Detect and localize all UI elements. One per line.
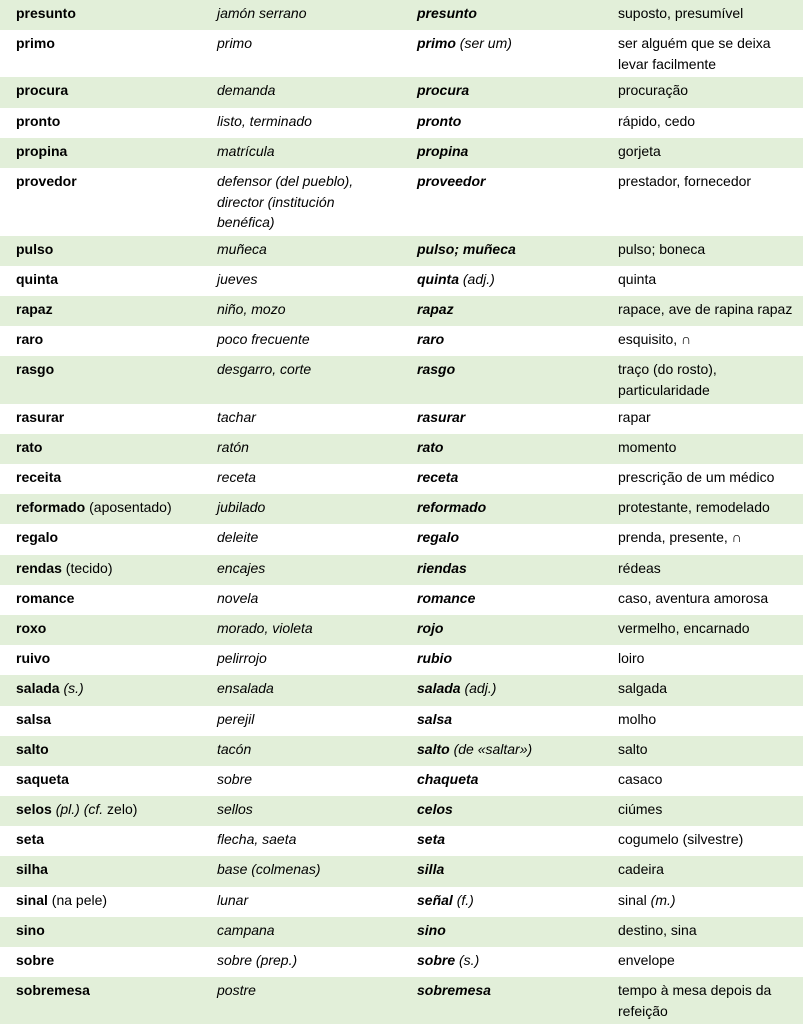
spanish-word: rojo: [417, 619, 444, 636]
spanish-word-cell: [401, 645, 602, 675]
spanish-word: celos: [417, 801, 453, 818]
spanish-meaning-cell: [201, 736, 401, 766]
table-row: [0, 138, 803, 168]
portuguese-word-cell: [0, 434, 201, 464]
table-row: [0, 675, 803, 705]
spanish-word-cell: [401, 138, 602, 168]
table-row: [0, 977, 803, 1024]
table-row: [0, 266, 803, 296]
portuguese-meaning: destino, sina: [618, 921, 697, 938]
portuguese-word-cell: [0, 30, 201, 77]
portuguese-meaning: tempo à mesa depois da refeição: [618, 982, 772, 1019]
spanish-meaning-cell: [201, 947, 401, 977]
portuguese-word-note: zelo): [103, 801, 138, 818]
spanish-word: rasgo: [417, 361, 456, 378]
portuguese-word-cell: [0, 0, 201, 30]
portuguese-meaning-cell: [602, 706, 803, 736]
spanish-meaning: ensalada: [217, 680, 274, 697]
portuguese-word: provedor: [16, 172, 77, 189]
table-row: [0, 947, 803, 977]
portuguese-meaning-cell: [602, 796, 803, 826]
portuguese-meaning-cell: [602, 30, 803, 77]
portuguese-meaning: rapar: [618, 408, 651, 425]
spanish-meaning: encajes: [217, 559, 266, 576]
portuguese-meaning: traço (do rosto), particularidade: [618, 361, 717, 399]
spanish-word-note: (s.): [455, 952, 480, 969]
spanish-meaning: matrícula: [217, 142, 275, 159]
spanish-word-cell: [401, 108, 602, 138]
portuguese-word-cell: [0, 524, 201, 554]
spanish-meaning: base (colmenas): [217, 861, 321, 878]
portuguese-word-cell: [0, 675, 201, 705]
spanish-word: seta: [417, 831, 446, 848]
portuguese-word-note: (na pele): [47, 891, 108, 908]
portuguese-meaning-cell: [602, 766, 803, 796]
portuguese-word-note: (s.): [59, 680, 84, 697]
portuguese-word: selos: [16, 801, 52, 818]
portuguese-meaning-cell: [602, 266, 803, 296]
portuguese-word-note: (pl.) (cf.: [51, 801, 104, 818]
portuguese-word-cell: [0, 464, 201, 494]
spanish-word: rubio: [417, 650, 452, 667]
portuguese-meaning-cell: [602, 236, 803, 266]
portuguese-word: rasgo: [16, 361, 55, 378]
spanish-meaning-cell: [201, 796, 401, 826]
spanish-word-cell: [401, 464, 602, 494]
spanish-word-cell: [401, 856, 602, 886]
spanish-word: pulso; muñeca: [417, 240, 516, 257]
portuguese-word: regalo: [16, 529, 59, 546]
spanish-meaning-cell: [201, 585, 401, 615]
spanish-word: sino: [417, 921, 446, 938]
portuguese-word: raro: [16, 331, 44, 348]
spanish-meaning: sobre (prep.): [217, 952, 298, 969]
spanish-word-cell: [401, 77, 602, 107]
portuguese-word-cell: [0, 108, 201, 138]
spanish-meaning-cell: [201, 326, 401, 356]
spanish-meaning: demanda: [217, 82, 276, 99]
portuguese-word: sobremesa: [16, 982, 90, 999]
portuguese-word: roxo: [16, 619, 47, 636]
spanish-meaning-cell: [201, 826, 401, 856]
spanish-meaning: defensor (del pueblo), director (institución benéfica): [217, 172, 354, 231]
spanish-meaning: desgarro, corte: [217, 361, 312, 378]
table-row: [0, 887, 803, 917]
portuguese-word-cell: [0, 77, 201, 107]
spanish-word: salto: [417, 740, 450, 757]
spanish-meaning-cell: [201, 77, 401, 107]
spanish-meaning: sobre: [217, 770, 253, 787]
spanish-word: rato: [417, 438, 444, 455]
portuguese-meaning: suposto, presumível: [618, 5, 744, 21]
portuguese-meaning-cell: [602, 675, 803, 705]
spanish-meaning-cell: [201, 856, 401, 886]
portuguese-word: salada: [16, 680, 60, 697]
portuguese-word: presunto: [16, 5, 76, 21]
portuguese-word: sino: [16, 921, 45, 938]
spanish-word: riendas: [417, 559, 467, 576]
portuguese-word: sobre: [16, 952, 55, 969]
spanish-word-note: (ser um): [455, 35, 512, 52]
spanish-meaning-cell: [201, 675, 401, 705]
spanish-meaning: tachar: [217, 408, 256, 425]
portuguese-word-cell: [0, 404, 201, 434]
spanish-word-cell: [401, 296, 602, 326]
table-row: [0, 856, 803, 886]
spanish-meaning-cell: [201, 917, 401, 947]
spanish-word: receta: [417, 469, 459, 486]
portuguese-word-cell: [0, 947, 201, 977]
portuguese-word-cell: [0, 326, 201, 356]
portuguese-word: rasurar: [16, 408, 65, 425]
portuguese-meaning: salto: [618, 740, 648, 757]
table-row: [0, 615, 803, 645]
spanish-word-cell: [401, 947, 602, 977]
portuguese-meaning-cell: [602, 494, 803, 524]
portuguese-meaning-cell: [602, 887, 803, 917]
portuguese-meaning: vermelho, encarnado: [618, 619, 750, 636]
portuguese-meaning-cell: [602, 947, 803, 977]
spanish-word: presunto: [417, 5, 477, 21]
spanish-word-cell: [401, 356, 602, 403]
spanish-word: pronto: [417, 112, 462, 129]
portuguese-word-cell: [0, 796, 201, 826]
portuguese-meaning: prestador, fornecedor: [618, 172, 752, 189]
portuguese-word: rendas: [16, 559, 62, 576]
portuguese-meaning: momento: [618, 438, 677, 455]
portuguese-meaning: protestante, remodelado: [618, 499, 770, 516]
portuguese-meaning: gorjeta: [618, 142, 661, 159]
table-row: [0, 706, 803, 736]
spanish-meaning: flecha, saeta: [217, 831, 297, 848]
portuguese-meaning-cell: [602, 977, 803, 1024]
spanish-meaning-cell: [201, 615, 401, 645]
spanish-meaning: receta: [217, 469, 256, 486]
spanish-word: reformado: [417, 499, 487, 516]
portuguese-word-cell: [0, 856, 201, 886]
table-row: [0, 555, 803, 585]
spanish-meaning: poco frecuente: [217, 331, 310, 348]
portuguese-meaning-cell: [602, 404, 803, 434]
table-row: [0, 404, 803, 434]
spanish-meaning-cell: [201, 494, 401, 524]
spanish-word: romance: [417, 589, 476, 606]
portuguese-word-cell: [0, 826, 201, 856]
spanish-word-cell: [401, 917, 602, 947]
table-row: [0, 585, 803, 615]
portuguese-meaning: pulso; boneca: [618, 240, 706, 257]
portuguese-word: saqueta: [16, 770, 69, 787]
portuguese-meaning-cell: [602, 168, 803, 236]
portuguese-word-cell: [0, 555, 201, 585]
portuguese-meaning: cogumelo (silvestre): [618, 831, 744, 848]
portuguese-meaning: molho: [618, 710, 657, 727]
spanish-word: raro: [417, 331, 445, 348]
table-row: [0, 168, 803, 236]
portuguese-word: pronto: [16, 112, 61, 129]
portuguese-word: propina: [16, 142, 68, 159]
spanish-meaning: ratón: [217, 438, 249, 455]
portuguese-word: rapaz: [16, 301, 53, 318]
portuguese-meaning: sinal: [618, 891, 647, 908]
spanish-word: rapaz: [417, 301, 454, 318]
spanish-word-cell: [401, 675, 602, 705]
table-row: [0, 356, 803, 403]
spanish-word-note: (adj.): [460, 680, 497, 697]
spanish-word: silla: [417, 861, 445, 878]
portuguese-word: ruivo: [16, 650, 51, 667]
portuguese-word: rato: [16, 438, 43, 455]
portuguese-word-cell: [0, 766, 201, 796]
portuguese-meaning-cell: [602, 77, 803, 107]
portuguese-meaning-cell: [602, 138, 803, 168]
spanish-word-cell: [401, 326, 602, 356]
portuguese-word-cell: [0, 977, 201, 1024]
spanish-meaning-cell: [201, 464, 401, 494]
spanish-word: salsa: [417, 710, 453, 727]
portuguese-word: receita: [16, 469, 62, 486]
portuguese-meaning: casaco: [618, 770, 663, 787]
spanish-word-cell: [401, 168, 602, 236]
portuguese-word-cell: [0, 585, 201, 615]
spanish-meaning-cell: [201, 706, 401, 736]
spanish-meaning-cell: [201, 266, 401, 296]
portuguese-meaning: rapace, ave de rapina rapaz: [618, 301, 793, 318]
spanish-meaning: lunar: [217, 891, 249, 908]
portuguese-word-cell: [0, 236, 201, 266]
portuguese-meaning: envelope: [618, 952, 675, 969]
portuguese-meaning: prescrição de um médico: [618, 469, 775, 486]
spanish-word-cell: [401, 766, 602, 796]
portuguese-meaning-cell: [602, 585, 803, 615]
portuguese-meaning-cell: [602, 524, 803, 554]
spanish-word: señal: [417, 891, 453, 908]
portuguese-word-cell: [0, 356, 201, 403]
spanish-meaning: perejil: [217, 710, 255, 727]
portuguese-meaning: procuração: [618, 82, 689, 99]
portuguese-word-cell: [0, 917, 201, 947]
portuguese-word-cell: [0, 266, 201, 296]
spanish-word-cell: [401, 524, 602, 554]
portuguese-word-cell: [0, 887, 201, 917]
spanish-meaning: postre: [217, 982, 256, 999]
portuguese-word: quinta: [16, 270, 58, 287]
spanish-meaning-cell: [201, 645, 401, 675]
portuguese-meaning-note: (m.): [646, 891, 676, 908]
portuguese-word: procura: [16, 82, 69, 99]
portuguese-word-note: (aposentado): [85, 499, 172, 516]
spanish-word-cell: [401, 434, 602, 464]
spanish-word-note: (adj.): [459, 270, 495, 287]
spanish-meaning: niño, mozo: [217, 301, 286, 318]
portuguese-meaning-cell: [602, 736, 803, 766]
spanish-meaning: jamón serrano: [217, 5, 307, 21]
table-row: [0, 524, 803, 554]
table-row: [0, 826, 803, 856]
portuguese-word: primo: [16, 35, 55, 52]
portuguese-word: salsa: [16, 710, 52, 727]
spanish-meaning-cell: [201, 138, 401, 168]
spanish-word-cell: [401, 0, 602, 30]
spanish-word-cell: [401, 887, 602, 917]
table-row: [0, 434, 803, 464]
portuguese-meaning-cell: [602, 434, 803, 464]
portuguese-meaning-cell: [602, 464, 803, 494]
spanish-word: propina: [417, 142, 469, 159]
table-row: [0, 108, 803, 138]
table-row: [0, 494, 803, 524]
spanish-meaning: deleite: [217, 529, 259, 546]
portuguese-meaning: quinta: [618, 270, 657, 287]
spanish-meaning: jueves: [217, 270, 258, 287]
portuguese-meaning-cell: [602, 856, 803, 886]
spanish-meaning-cell: [201, 887, 401, 917]
spanish-meaning: novela: [217, 589, 259, 606]
spanish-word-cell: [401, 266, 602, 296]
spanish-word-cell: [401, 736, 602, 766]
portuguese-meaning: salgada: [618, 680, 668, 697]
spanish-word-cell: [401, 826, 602, 856]
table-row: [0, 0, 803, 30]
spanish-word-cell: [401, 977, 602, 1024]
spanish-word-cell: [401, 30, 602, 77]
portuguese-meaning: ciúmes: [618, 801, 663, 818]
portuguese-word: sinal: [16, 891, 48, 908]
spanish-word: procura: [417, 82, 470, 99]
spanish-meaning: pelirrojo: [217, 650, 267, 667]
spanish-word: regalo: [417, 529, 460, 546]
spanish-meaning-cell: [201, 524, 401, 554]
spanish-meaning-cell: [201, 555, 401, 585]
spanish-word-cell: [401, 555, 602, 585]
spanish-meaning: listo, terminado: [217, 112, 312, 129]
portuguese-meaning: loiro: [618, 650, 645, 667]
table-row: [0, 766, 803, 796]
spanish-meaning-cell: [201, 434, 401, 464]
spanish-word-cell: [401, 404, 602, 434]
spanish-word-note: (de «saltar»): [449, 740, 533, 757]
spanish-word: rasurar: [417, 408, 466, 425]
spanish-meaning: jubilado: [217, 499, 266, 516]
spanish-meaning-cell: [201, 236, 401, 266]
portuguese-word: salto: [16, 740, 49, 757]
portuguese-meaning-cell: [602, 826, 803, 856]
spanish-word: salada: [417, 680, 461, 697]
spanish-meaning-cell: [201, 766, 401, 796]
portuguese-meaning: rápido, cedo: [618, 112, 696, 129]
portuguese-word-cell: [0, 494, 201, 524]
spanish-meaning: tacón: [217, 740, 252, 757]
spanish-word-cell: [401, 494, 602, 524]
spanish-meaning-cell: [201, 108, 401, 138]
portuguese-word: silha: [16, 861, 48, 878]
portuguese-meaning: ser alguém que se deixa levar facilmente: [618, 35, 771, 72]
spanish-word: sobre: [417, 952, 456, 969]
portuguese-word-cell: [0, 296, 201, 326]
portuguese-word-cell: [0, 706, 201, 736]
spanish-meaning-cell: [201, 296, 401, 326]
table-row: [0, 645, 803, 675]
portuguese-meaning-cell: [602, 555, 803, 585]
spanish-word-cell: [401, 615, 602, 645]
portuguese-meaning: caso, aventura amorosa: [618, 589, 769, 606]
table-row: [0, 30, 803, 77]
portuguese-word: seta: [16, 831, 45, 848]
spanish-meaning: sellos: [217, 801, 253, 818]
spanish-meaning-cell: [201, 0, 401, 30]
portuguese-word: reformado: [16, 499, 86, 516]
portuguese-word-cell: [0, 615, 201, 645]
table-row: [0, 736, 803, 766]
portuguese-meaning-cell: [602, 356, 803, 403]
spanish-word-note: (f.): [452, 891, 474, 908]
table-row: [0, 236, 803, 266]
spanish-word: chaqueta: [417, 770, 479, 787]
spanish-word-cell: [401, 706, 602, 736]
spanish-meaning: muñeca: [217, 240, 267, 257]
spanish-word-cell: [401, 585, 602, 615]
portuguese-meaning-cell: [602, 326, 803, 356]
portuguese-word-cell: [0, 168, 201, 236]
spanish-meaning: campana: [217, 921, 275, 938]
spanish-meaning-cell: [201, 356, 401, 403]
spanish-meaning: morado, violeta: [217, 619, 313, 636]
portuguese-meaning-cell: [602, 615, 803, 645]
table-row: [0, 296, 803, 326]
table-row: [0, 917, 803, 947]
table-row: [0, 77, 803, 107]
portuguese-word: romance: [16, 589, 75, 606]
spanish-word-cell: [401, 236, 602, 266]
spanish-word-cell: [401, 796, 602, 826]
portuguese-meaning-cell: [602, 917, 803, 947]
portuguese-meaning: rédeas: [618, 559, 661, 576]
portuguese-meaning: esquisito, ∩: [618, 331, 692, 348]
portuguese-meaning-cell: [602, 0, 803, 30]
table-row: [0, 464, 803, 494]
spanish-meaning-cell: [201, 168, 401, 236]
spanish-meaning-cell: [201, 977, 401, 1024]
spanish-word: quinta: [417, 270, 459, 287]
table-row: [0, 326, 803, 356]
portuguese-meaning: cadeira: [618, 861, 664, 878]
portuguese-word-note: (tecido): [61, 559, 113, 576]
portuguese-word: pulso: [16, 240, 54, 257]
portuguese-meaning: prenda, presente, ∩: [618, 529, 742, 546]
spanish-word: proveedor: [417, 172, 486, 189]
portuguese-word-cell: [0, 138, 201, 168]
spanish-meaning: primo: [217, 35, 253, 52]
portuguese-meaning-cell: [602, 645, 803, 675]
spanish-word: sobremesa: [417, 982, 491, 999]
portuguese-meaning-cell: [602, 108, 803, 138]
portuguese-meaning-cell: [602, 296, 803, 326]
portuguese-word-cell: [0, 645, 201, 675]
spanish-meaning-cell: [201, 404, 401, 434]
table-row: [0, 796, 803, 826]
spanish-meaning-cell: [201, 30, 401, 77]
portuguese-word-cell: [0, 736, 201, 766]
spanish-word: primo: [417, 35, 456, 52]
